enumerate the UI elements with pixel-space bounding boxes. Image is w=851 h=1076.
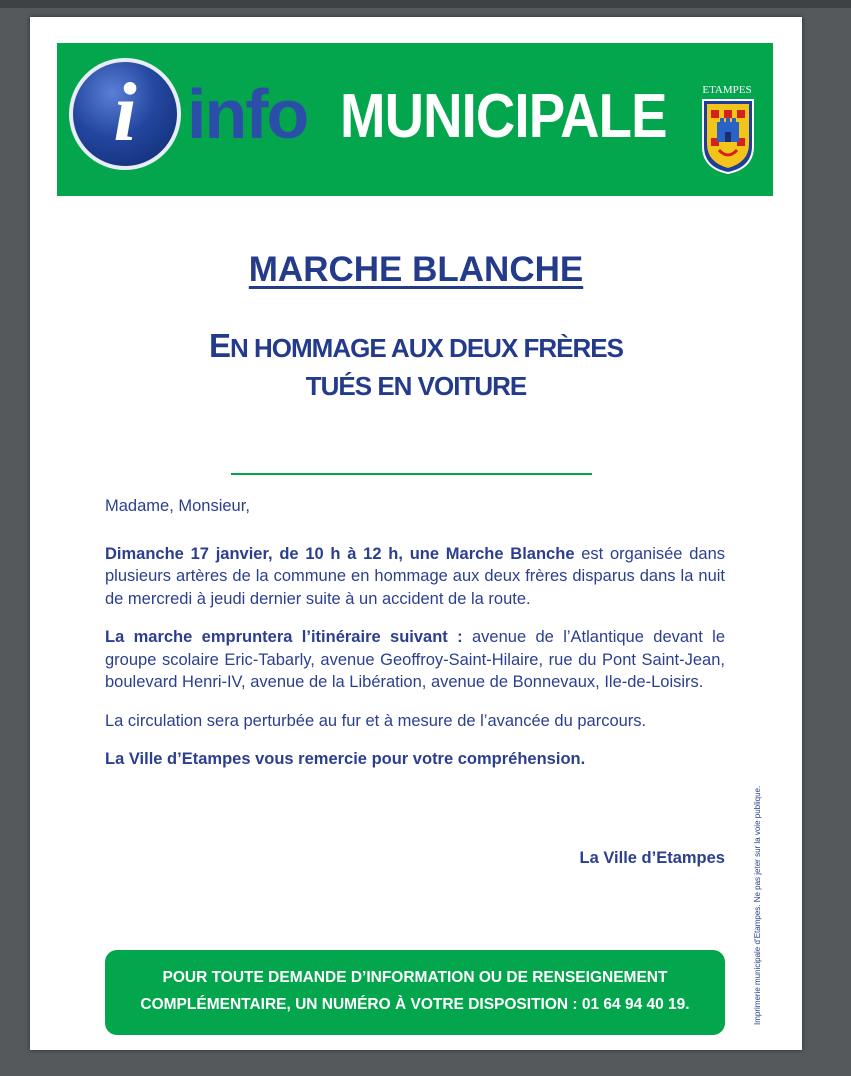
document-page <box>30 17 802 1050</box>
subtitle-line-1 <box>30 327 802 367</box>
viewer-top-bar <box>0 0 851 8</box>
contact-info-box <box>105 950 725 1035</box>
crest-label: ETAMPES <box>702 84 752 96</box>
etampes-coat-of-arms-icon <box>701 98 755 174</box>
banner-municipale-word: MUNICIPALE <box>340 82 667 151</box>
paragraph-event-text: est organisée dans plusieurs artères de la commune en hommage aux deux frères disparus dans la nuit de mercredi à jeudi dernier suite à un accident de la route. <box>105 544 726 608</box>
contact-line-2: COMPLÉMENTAIRE, UN NUMÉRO À VOTRE DISPOSITION : 01 64 94 40 19. <box>140 996 690 1013</box>
contact-line-1: POUR TOUTE DEMANDE D’INFORMATION OU DE RENSEIGNEMENT <box>162 969 668 986</box>
subtitle-line-2: TUÉS EN VOITURE <box>305 371 527 401</box>
printer-side-note: Imprimerie municipale d’Etampes. Ne pas jeter sur la voie publique. <box>753 785 762 1025</box>
info-i-logo-icon <box>69 58 181 170</box>
paragraph-route-bold: La marche empruntera l’itinéraire suivant : <box>105 628 463 646</box>
logo-letter: i <box>113 66 137 159</box>
paragraph-event <box>105 543 725 611</box>
info-municipale-banner <box>57 43 773 196</box>
green-divider <box>231 473 592 475</box>
paragraph-route <box>105 626 725 694</box>
paragraph-thanks: La Ville d’Etampes vous remercie pour votre compréhension. <box>105 750 586 768</box>
banner-info-word: info <box>187 75 308 153</box>
paragraph-traffic: La circulation sera perturbée au fur et à mesure de l’avancée du parcours. <box>105 711 647 730</box>
poster-subtitle <box>30 327 802 405</box>
signature: La Ville d’Etampes <box>579 849 725 867</box>
subtitle-line-1-text: N HOMMAGE AUX DEUX FRÈRES <box>230 333 623 363</box>
greeting: Madame, Monsieur, <box>105 497 250 515</box>
paragraph-route-text: avenue de l’Atlantique devant le groupe scolaire Eric-Tabarly, avenue Geoffroy-Saint-Hilaire, rue du Pont Saint-Jean, boulevard Henri-IV, avenue de la Libération, avenue de Bonnevaux, Ile-de-Loisirs. <box>105 628 726 691</box>
paragraph-event-bold: Dimanche 17 janvier, de 10 h à 12 h, une Marche Blanche <box>105 544 575 563</box>
subtitle-initial: E <box>209 327 231 364</box>
poster-title: MARCHE BLANCHE <box>248 250 584 289</box>
letter-body <box>105 495 725 787</box>
